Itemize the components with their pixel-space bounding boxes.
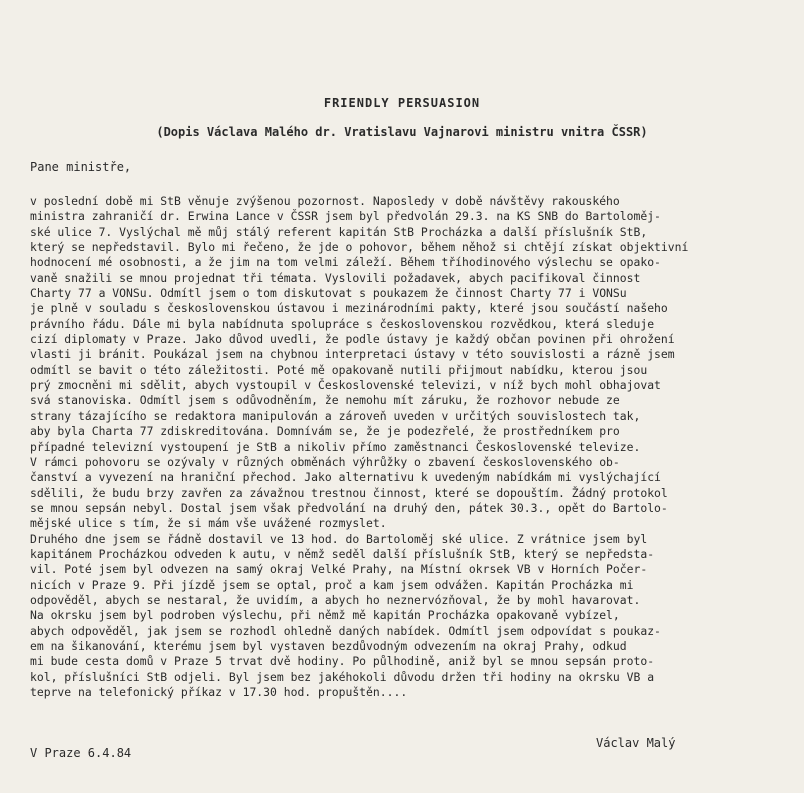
letter-line: Druhého dne jsem se řádně dostavil ve 13 hod. do Bartoloměj ské ulice. Z vrátnice jsem byl xyxy=(30,531,648,546)
letter-line: mi bude cesta domů v Praze 5 trvat dvě hodiny. Po půlhodině, aniž byl se mnou sepsán proto- xyxy=(30,654,655,669)
letter-line: odpověděl, abych se nestaral, že uvidím, a abych ho neznervózňoval, že by mohl havarovat. xyxy=(30,592,641,607)
letter-line: právního řádu. Dále mi byla nabídnuta spolupráce s československou rozvědkou, která sleduje xyxy=(30,316,655,331)
letter-line: mějské ulice s tím, že si mám vše uvážené rozmyslet. xyxy=(30,516,387,531)
letter-line: odmítl se bavit o této záležitosti. Poté mě opakovaně nutili přijmout nabídku, kterou jsou xyxy=(30,362,648,377)
letter-line: Charty 77 a VONSu. Odmítl jsem o tom diskutovat s poukazem že činnost Charty 77 i VONSu xyxy=(30,286,627,301)
letter-line: vaně snažili se mnou projednat tři témata. Vyslovili požadavek, abych pacifikoval činnost xyxy=(30,270,641,285)
letter-line: vlasti ji bránit. Poukázal jsem na chybnou interpretaci ústavy v této souvislosti a rázně jsem xyxy=(30,347,675,362)
letter-line: aby byla Charta 77 zdiskreditována. Domnívám se, že je podezřelé, že prostředníkem pro xyxy=(30,424,620,439)
letter-line: cizí diplomaty v Praze. Jako důvod uvedli, že podle ústavy je každý občan povinen při ohrožení xyxy=(30,332,675,347)
letter-line: sdělili, že budu brzy zavřen za závažnou trestnou činnost, které se dopouštím. Žádný protokol xyxy=(30,485,668,500)
letter-line: Na okrsku jsem byl podroben výslechu, při němž mě kapitán Procházka opakovaně vybízel, xyxy=(30,608,620,623)
letter-line: je plně v souladu s československou ústavou i mezinárodními pakty, které jsou součástí našeho xyxy=(30,301,668,316)
letter-line: abych odpověděl, jak jsem se rozhodl ohledně daných nabídek. Odmítl jsem odpovídat s poukaz- xyxy=(30,623,661,638)
letter-line: nicích v Praze 9. Při jízdě jsem se optal, proč a kam jsem odvážen. Kapitán Procházka mi xyxy=(30,577,634,592)
letter-line: případné televizní vystoupení je StB a nikoliv přímo zaměstnanci Československé televize. xyxy=(30,439,641,454)
document-title: FRIENDLY PERSUASION xyxy=(323,96,481,110)
place-date: V Praze 6.4.84 xyxy=(30,746,132,760)
letter-line: kapitánem Procházkou odveden k autu, v němž seděl další příslušník StB, který se nepředsta- xyxy=(30,546,655,561)
letter-line: vil. Poté jsem byl odvezen na samý okraj Velké Prahy, na Místní okrsek VB v Horních Počer- xyxy=(30,562,648,577)
letter-line: svá stanoviska. Odmítl jsem s odůvodněním, že nemohu mít záruku, že rozhovor nebude ze xyxy=(30,393,620,408)
letter-line: ské ulice 7. Vyslýchal mě můj stálý referent kapitán StB Procházka a další příslušník StB, xyxy=(30,224,648,239)
letter-line: V rámci pohovoru se ozývaly v různých obměnách výhrůžky o zbavení československého ob- xyxy=(30,454,620,469)
letter-line: ministra zahraničí dr. Erwina Lance v ČSSR jsem byl předvolán 29.3. na KS SNB do Bartoloměj- xyxy=(30,209,661,224)
letter-line: čanství a vyvezení na hraniční přechod. Jako alternativu k uvedeným nabídkám mi vyslýchající xyxy=(30,470,661,485)
letter-line: em na šikanování, kterému jsem byl vystaven bezdůvodným odvezením na okraj Prahy, odkud xyxy=(30,638,627,653)
signature: Václav Malý xyxy=(596,736,676,750)
letter-line: strany tázajícího se redaktora manipulován a zároveň uveden v určitých souvislostech tak, xyxy=(30,408,641,423)
salutation: Pane ministře, xyxy=(30,160,132,174)
document-subtitle: (Dopis Václava Malého dr. Vratislavu Vajnarovi ministru vnitra ČSSR) xyxy=(156,125,648,139)
letter-line: teprve na telefonický příkaz v 17.30 hod. propuštěn.... xyxy=(30,685,408,699)
letter-line: se mnou sepsán nebyl. Dostal jsem však předvolání na druhý den, pátek 30.3., opět do Bartolo- xyxy=(30,500,668,515)
letter-body xyxy=(30,194,758,700)
letter-line: prý zmocněni mi sdělit, abych vystoupil v Československé televizi, v níž bych mohl obhajovat xyxy=(30,378,661,393)
letter-line: který se nepředstavil. Bylo mi řečeno, že jde o pohovor, během něhož si chtějí získat objektivní xyxy=(30,240,689,255)
letter-line: kol, příslušníci StB odjeli. Byl jsem bez jakéhokoli důvodu držen tři hodiny na okrsku VB a xyxy=(30,669,655,684)
letter-line: hodnocení mé osobnosti, a že jim na tom velmi záleží. Během tříhodinového výslechu se opako- xyxy=(30,255,661,270)
letter-line: v poslední době mi StB věnuje zvýšenou pozornost. Naposledy v době návštěvy rakouského xyxy=(30,194,620,208)
